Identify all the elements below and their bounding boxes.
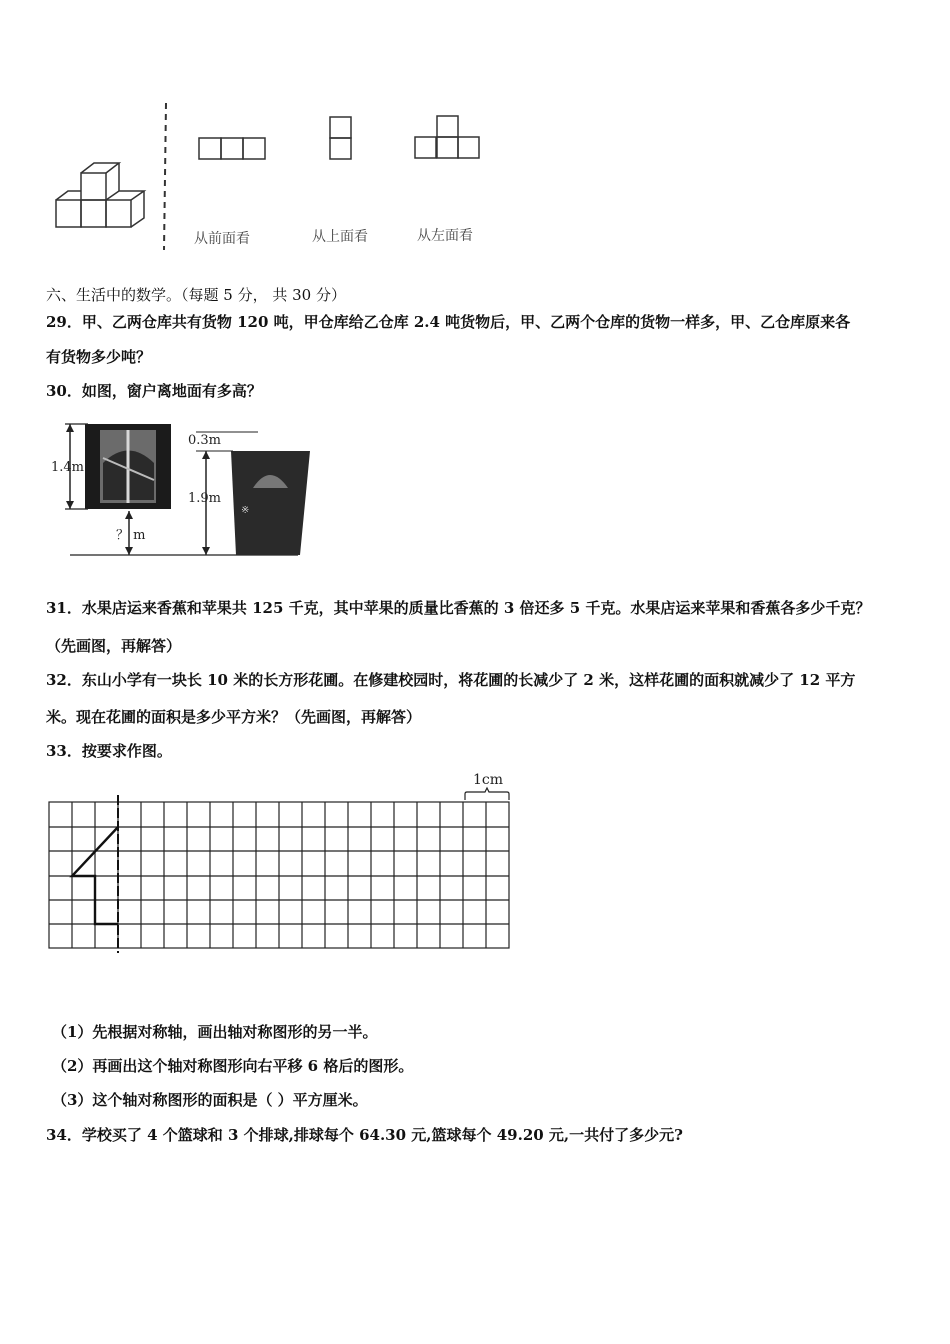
question-29-line-1: 29．甲、乙两仓库共有货物 120 吨，甲仓库给乙仓库 2.4 吨货物后，甲、乙两个仓库的货物一样多，甲、乙仓库原来各 bbox=[46, 313, 851, 331]
question-31-line-2: （先画图，再解答） bbox=[46, 637, 182, 655]
scale-label: 1cm bbox=[473, 772, 504, 788]
question-29-line-2: 有货物多少吨？ bbox=[46, 348, 152, 366]
scale-bracket bbox=[465, 788, 509, 800]
front-view-drawing bbox=[199, 138, 265, 159]
left-view-drawing bbox=[415, 116, 479, 158]
three-views-figure bbox=[40, 95, 500, 255]
question-33-sub-2: （2）再画出这个轴对称图形向右平移 6 格后的图形。 bbox=[52, 1057, 414, 1075]
door-image bbox=[231, 451, 310, 555]
left-view-label: 从左面看 bbox=[417, 228, 473, 244]
dashed-divider bbox=[164, 103, 166, 250]
question-33-sub-1: （1）先根据对称轴，画出轴对称图形的另一半。 bbox=[52, 1023, 378, 1041]
question-32-line-2: 米。现在花圃的面积是多少平方米？（先画图，再解答） bbox=[46, 708, 422, 726]
window-door-figure bbox=[48, 418, 318, 563]
section-heading: 六、生活中的数学。（每题 5 分， 共 30 分） bbox=[46, 286, 346, 304]
top-view-label: 从上面看 bbox=[312, 229, 368, 245]
top-view-drawing bbox=[330, 117, 351, 159]
question-31-line-1: 31．水果店运来香蕉和苹果共 125 千克，其中苹果的质量比香蕉的 3 倍还多 5 千克。水果店运来苹果和香蕉各多少千克？ bbox=[46, 599, 871, 617]
gap-label: 0.3m bbox=[188, 433, 222, 448]
door-height-label: 1.9m bbox=[188, 491, 222, 506]
question-32-line-1: 32．东山小学有一块长 10 米的长方形花圃。在修建校园时，将花圃的长减少了 2 米，这样花圃的面积就减少了 12 平方 bbox=[46, 671, 856, 689]
cube-stack-drawing bbox=[56, 163, 144, 227]
front-view-label: 从前面看 bbox=[194, 231, 250, 247]
svg-text:※: ※ bbox=[241, 505, 250, 516]
unknown-height-label: ？ m bbox=[116, 528, 146, 543]
question-33-text: 33．按要求作图。 bbox=[46, 742, 172, 760]
grid-figure bbox=[45, 765, 520, 955]
question-33-sub-3: （3）这个轴对称图形的面积是（ ）平方厘米。 bbox=[52, 1091, 368, 1109]
question-34-text: 34．学校买了 4 个篮球和 3 个排球,排球每个 64.30 元,篮球每个 49.20 元,一共付了多少元? bbox=[46, 1126, 683, 1144]
window-height-label: 1.4m bbox=[51, 460, 85, 475]
question-30-text: 30．如图，窗户离地面有多高？ bbox=[46, 382, 262, 400]
